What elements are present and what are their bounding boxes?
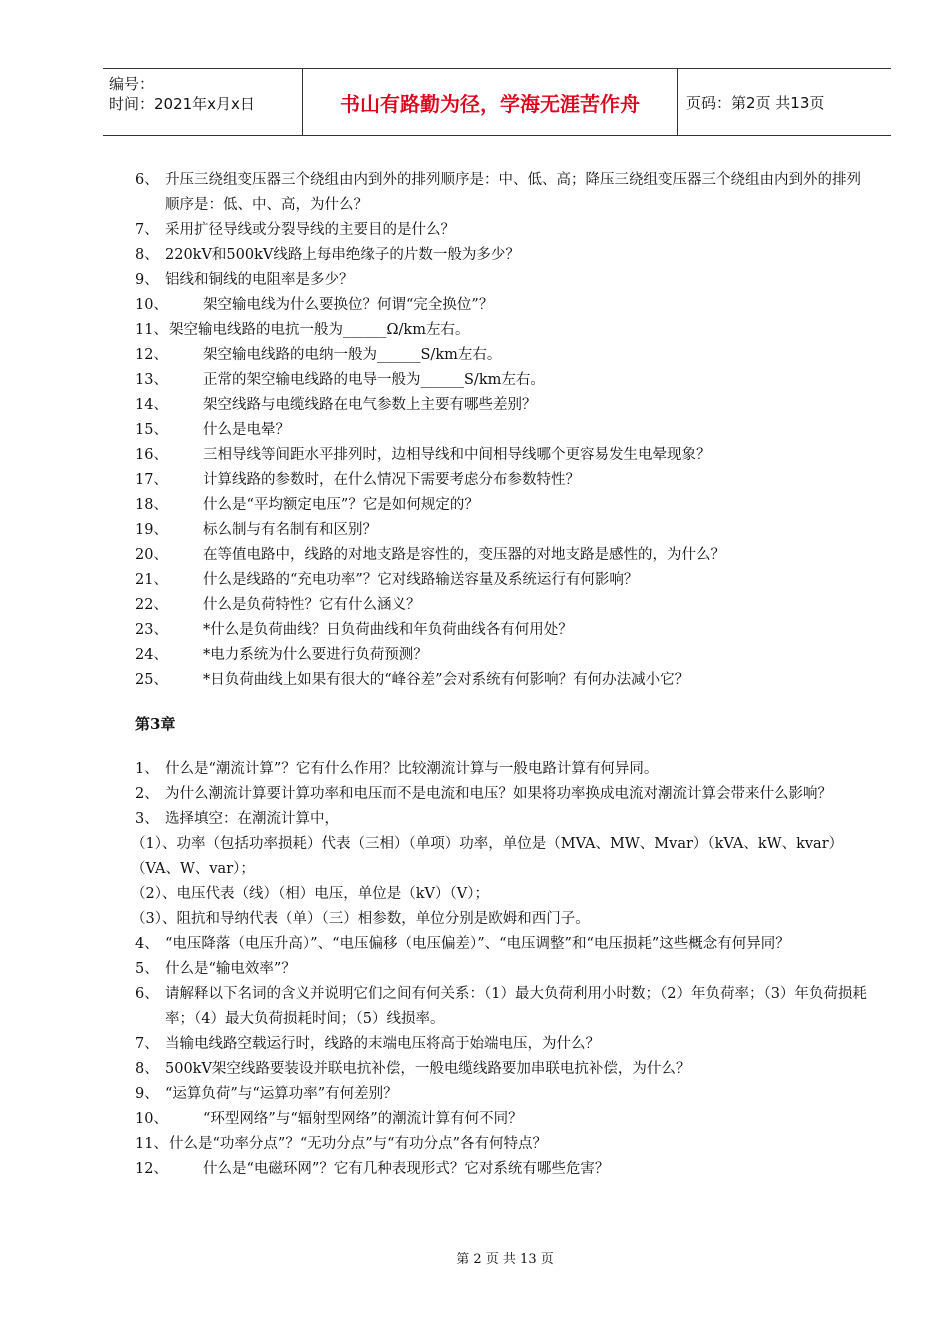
question-item: 12、 架空输电线路的电纳一般为______S/km左右。	[135, 347, 502, 363]
question-item: 8、 220kV和500kV线路上每串绝缘子的片数一般为多少？	[135, 247, 520, 263]
question-item: 22、 什么是负荷特性？它有什么涵义？	[135, 597, 421, 613]
question-item: 12、 什么是“电磁环网”？它有几种表现形式？它对系统有哪些危害？	[135, 1161, 610, 1177]
fill-in-paragraph: （2）、电压代表（线）（相）电压，单位是（kV）（V）；	[131, 886, 489, 902]
question-item: 9、 铝线和铜线的电阻率是多少？	[135, 272, 354, 288]
question-item: 10、 “环型网络”与“辐射型网络”的潮流计算有何不同？	[135, 1111, 523, 1127]
document-body	[131, 168, 875, 1182]
question-item: 3、 选择填空：在潮流计算中，	[135, 811, 339, 827]
question-item: 5、 什么是“输电效率”？	[135, 961, 296, 977]
document-time-label: 时间：2021年x月x日	[109, 95, 255, 113]
question-item: 4、 “电压降落（电压升高）”、“电压偏移（电压偏差）”、“电压调整”和“电压损耗”这些概念有何异同？	[135, 936, 790, 952]
question-item: 2、 为什么潮流计算要计算功率和电压而不是电流和电压？如果将功率换成电流对潮流计算会带来什么影响？	[135, 786, 832, 802]
header-meta-cell	[103, 69, 303, 135]
fill-in-paragraph: （1）、功率（包括功率损耗）代表（三相）（单项）功率，单位是（MVA、MW、Mvar）（kVA、kW、kvar）（VA、W、var）；	[131, 836, 844, 877]
question-item: 25、 *日负荷曲线上如果有很大的“峰谷差”会对系统有何影响？有何办法减小它？	[135, 672, 690, 688]
fill-in-paragraph: （3）、阻抗和导纳代表（单）（三）相参数，单位分别是欧姆和西门子。	[131, 911, 590, 927]
question-item: 15、 什么是电晕？	[135, 422, 290, 438]
question-item: 19、 标么制与有名制有和区别？	[135, 522, 377, 538]
document-number-label: 编号：	[109, 75, 155, 93]
question-item: 20、 在等值电路中，线路的对地支路是容性的，变压器的对地支路是感性的，为什么？	[135, 547, 725, 563]
question-item: 16、 三相导线等间距水平排列时，边相导线和中间相导线哪个更容易发生电晕现象？	[135, 447, 711, 463]
question-item: 13、 正常的架空输电线路的电导一般为______S/km左右。	[135, 372, 545, 388]
question-item: 21、 什么是线路的“充电功率”？它对线路输送容量及系统运行有何影响？	[135, 572, 639, 588]
question-item: 11、 什么是“功率分点”？“无功分点”与“有功分点”各有何特点？	[135, 1136, 547, 1152]
question-item: 24、 *电力系统为什么要进行负荷预测？	[135, 647, 428, 663]
question-item: 18、 什么是“平均额定电压”？它是如何规定的？	[135, 497, 479, 513]
question-item: 9、 “运算负荷”与“运算功率”有何差别？	[135, 1086, 398, 1102]
question-item: 1、 什么是“潮流计算”？它有什么作用？比较潮流计算与一般电路计算有何异同。	[135, 761, 659, 777]
question-item: 7、 采用扩径导线或分裂导线的主要目的是什么？	[135, 222, 455, 238]
question-item: 14、 架空线路与电缆线路在电气参数上主要有哪些差别？	[135, 397, 537, 413]
question-item: 17、 计算线路的参数时，在什么情况下需要考虑分布参数特性？	[135, 472, 580, 488]
page-footer: 第 2 页 共 13 页	[456, 1252, 554, 1267]
question-item: 7、 当输电线路空载运行时，线路的末端电压将高于始端电压，为什么？	[135, 1036, 600, 1052]
page-header	[103, 68, 891, 136]
question-item: 23、 *什么是负荷曲线？日负荷曲线和年负荷曲线各有何用处？	[135, 622, 573, 638]
question-item: 8、 500kV架空线路要装设并联电抗补偿，一般电缆线路要加串联电抗补偿，为什么？	[135, 1061, 691, 1077]
question-item: 11、 架空输电线路的电抗一般为______Ω/km左右。	[135, 322, 470, 338]
header-motto: 书山有路勤为径，学海无涯苦作舟	[303, 69, 678, 135]
question-item: 6、 请解释以下名词的含义并说明它们之间有何关系：（1）最大负荷利用小时数；（2）年负荷率；（3）年负荷损耗率；（4）最大负荷损耗时间；（5）线损率。	[135, 986, 867, 1027]
question-item: 6、 升压三绕组变压器三个绕组由内到外的排列顺序是：中、低、高；降压三绕组变压器三个绕组由内到外的排列顺序是：低、中、高，为什么？	[135, 172, 861, 213]
header-page-label: 页码：第2页 共13页	[686, 93, 825, 112]
chapter-heading: 第3章	[135, 715, 176, 733]
question-item: 10、 架空输电线为什么要换位？何谓“完全换位”？	[135, 297, 494, 313]
